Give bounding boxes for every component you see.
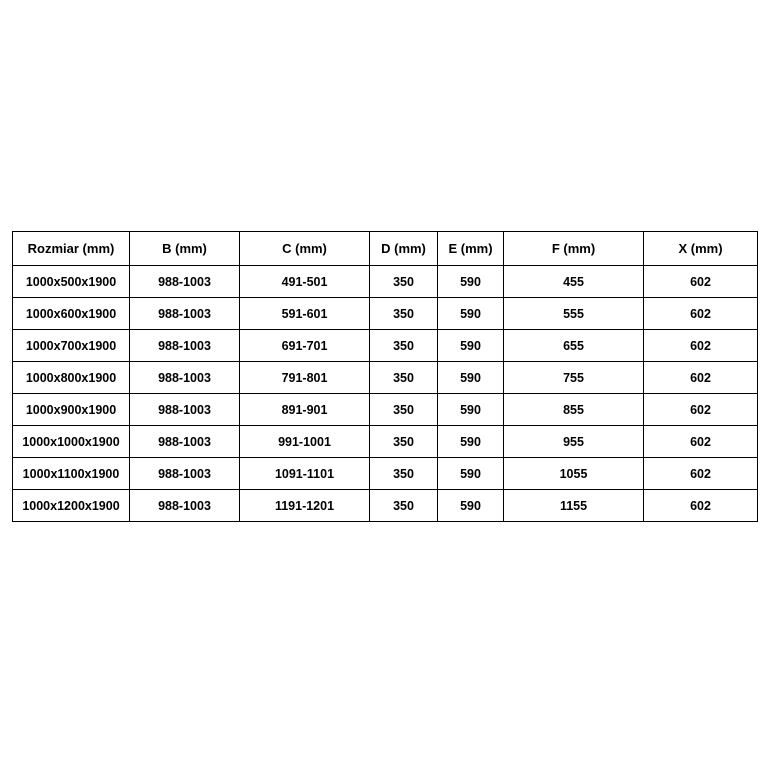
cell-c: 691-701 [240,330,370,362]
cell-b: 988-1003 [130,490,240,522]
cell-rozmiar: 1000x600x1900 [13,298,130,330]
size-table-container [12,231,757,522]
table-row [13,266,758,298]
cell-d: 350 [370,426,438,458]
cell-c: 891-901 [240,394,370,426]
cell-rozmiar: 1000x1200x1900 [13,490,130,522]
column-header-c: C (mm) [240,232,370,266]
cell-e: 590 [438,394,504,426]
cell-f: 855 [504,394,644,426]
cell-e: 590 [438,490,504,522]
cell-b: 988-1003 [130,266,240,298]
column-header-rozmiar: Rozmiar (mm) [13,232,130,266]
cell-c: 591-601 [240,298,370,330]
column-header-e: E (mm) [438,232,504,266]
cell-e: 590 [438,362,504,394]
cell-b: 988-1003 [130,298,240,330]
cell-e: 590 [438,298,504,330]
cell-d: 350 [370,458,438,490]
cell-e: 590 [438,266,504,298]
cell-f: 1055 [504,458,644,490]
cell-rozmiar: 1000x500x1900 [13,266,130,298]
cell-b: 988-1003 [130,458,240,490]
cell-c: 991-1001 [240,426,370,458]
cell-c: 1091-1101 [240,458,370,490]
column-header-d: D (mm) [370,232,438,266]
cell-e: 590 [438,458,504,490]
table-row [13,298,758,330]
table-row [13,330,758,362]
column-header-b: B (mm) [130,232,240,266]
cell-f: 655 [504,330,644,362]
cell-f: 455 [504,266,644,298]
column-header-f: F (mm) [504,232,644,266]
table-body [13,266,758,522]
cell-b: 988-1003 [130,362,240,394]
cell-x: 602 [644,458,758,490]
cell-x: 602 [644,298,758,330]
cell-d: 350 [370,330,438,362]
cell-d: 350 [370,266,438,298]
cell-e: 590 [438,426,504,458]
cell-rozmiar: 1000x700x1900 [13,330,130,362]
cell-x: 602 [644,490,758,522]
cell-f: 1155 [504,490,644,522]
table-header-row [13,232,758,266]
cell-f: 755 [504,362,644,394]
cell-c: 1191-1201 [240,490,370,522]
table-row [13,362,758,394]
cell-d: 350 [370,394,438,426]
column-header-x: X (mm) [644,232,758,266]
cell-b: 988-1003 [130,330,240,362]
table-row [13,458,758,490]
cell-b: 988-1003 [130,426,240,458]
cell-c: 791-801 [240,362,370,394]
table-row [13,426,758,458]
cell-x: 602 [644,266,758,298]
cell-x: 602 [644,362,758,394]
cell-x: 602 [644,426,758,458]
cell-rozmiar: 1000x1000x1900 [13,426,130,458]
cell-d: 350 [370,298,438,330]
cell-e: 590 [438,330,504,362]
cell-x: 602 [644,330,758,362]
cell-b: 988-1003 [130,394,240,426]
cell-rozmiar: 1000x800x1900 [13,362,130,394]
size-table [12,231,758,522]
table-header [13,232,758,266]
cell-d: 350 [370,490,438,522]
cell-d: 350 [370,362,438,394]
table-row [13,394,758,426]
table-row [13,490,758,522]
cell-rozmiar: 1000x900x1900 [13,394,130,426]
cell-rozmiar: 1000x1100x1900 [13,458,130,490]
cell-f: 955 [504,426,644,458]
cell-c: 491-501 [240,266,370,298]
cell-f: 555 [504,298,644,330]
cell-x: 602 [644,394,758,426]
